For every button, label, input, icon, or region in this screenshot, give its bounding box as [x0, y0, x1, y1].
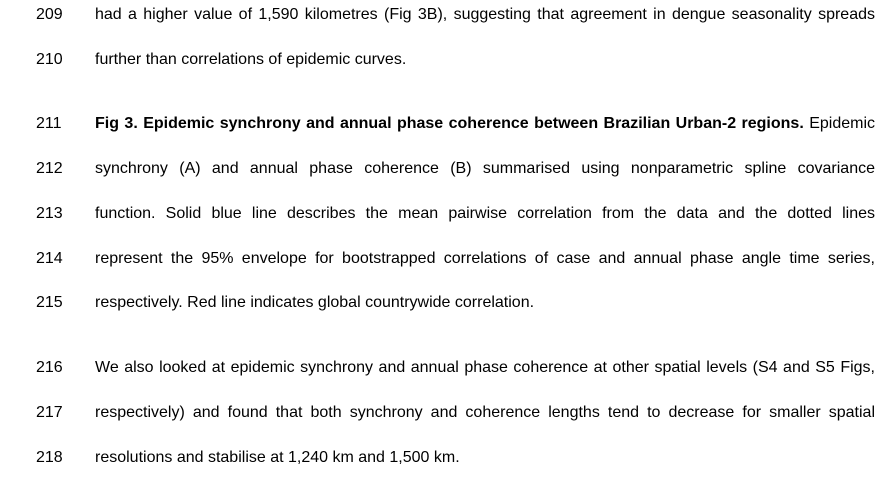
text-line-210 [0, 49, 891, 71]
body-text: We also looked at epidemic synchrony and annual phase coherence at other spatial levels (S4 and S5 Figs, [95, 359, 875, 376]
line-number: 217 [36, 404, 63, 421]
body-text: further than correlations of epidemic curves. [95, 51, 407, 68]
text-line-217 [0, 402, 891, 424]
caption-text: Epidemic [803, 115, 875, 132]
line-number: 212 [36, 160, 63, 177]
caption-text: represent the 95% envelope for bootstrapped correlations of case and annual phase angle time series, [95, 250, 875, 267]
caption-text: function. Solid blue line describes the mean pairwise correlation from the data and the dotted lines [95, 205, 875, 222]
text-line-209 [0, 4, 891, 26]
caption-text: respectively. Red line indicates global countrywide correlation. [95, 294, 535, 311]
line-number: 213 [36, 205, 63, 222]
text-line-218 [0, 447, 891, 469]
body-text: resolutions and stabilise at 1,240 km and 1,500 km. [95, 449, 460, 466]
line-number: 209 [36, 6, 63, 23]
text-line-214 [0, 248, 891, 270]
line-number: 210 [36, 51, 63, 68]
text-line-213 [0, 203, 891, 225]
caption-text: synchrony (A) and annual phase coherence (B) summarised using nonparametric spline covariance [95, 160, 875, 177]
line-number: 214 [36, 250, 63, 267]
line-number: 215 [36, 294, 63, 311]
text-line-212 [0, 158, 891, 180]
figure-caption-title: Fig 3. Epidemic synchrony and annual phase coherence between Brazilian Urban-2 regions. [95, 115, 804, 132]
body-text: respectively) and found that both synchrony and coherence lengths tend to decrease for smaller spatial [95, 404, 875, 421]
line-number: 218 [36, 449, 63, 466]
body-text: had a higher value of 1,590 kilometres (Fig 3B), suggesting that agreement in dengue seasonality spreads [95, 6, 875, 23]
text-line-211 [0, 113, 891, 135]
figure-caption-first-line [95, 113, 875, 135]
text-line-215 [0, 292, 891, 314]
text-line-216 [0, 357, 891, 379]
line-number: 211 [36, 115, 62, 132]
line-number: 216 [36, 359, 63, 376]
